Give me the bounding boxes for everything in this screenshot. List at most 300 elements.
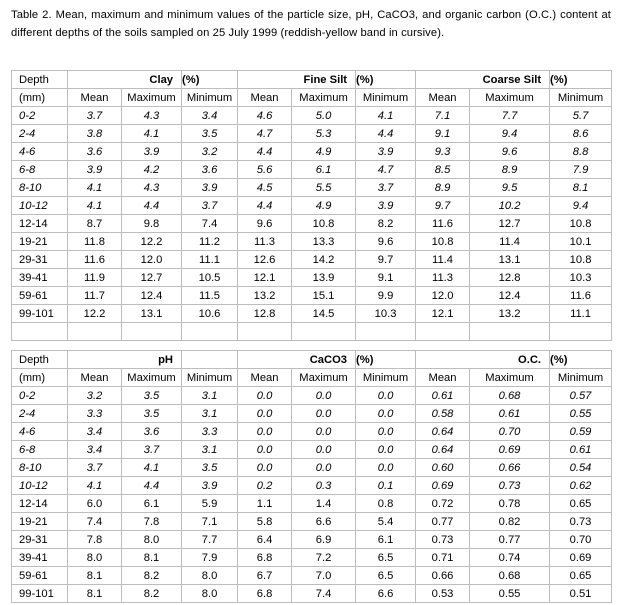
value-cell: 6.1 [122,495,182,513]
value-cell: 0.64 [416,441,470,459]
value-cell: 3.9 [356,197,416,215]
value-cell: 0.0 [356,405,416,423]
column-subheader: Minimum [550,369,612,387]
value-cell: 3.4 [68,441,122,459]
value-cell: 7.8 [68,531,122,549]
value-cell: 3.1 [182,387,238,405]
value-cell: 7.1 [182,513,238,531]
value-cell: 0.0 [292,459,356,477]
value-cell: 13.9 [292,269,356,287]
table-row [12,143,612,161]
value-cell: 0.0 [238,387,292,405]
table-caption: Table 2. Mean, maximum and minimum values of the particle size, pH, CaCO3, and organic carbon (O.C.) content at different depths of the soils sampled on 25 July 1999 (reddish-yellow band in cursive). [11,9,611,39]
depth-cell: 8-10 [12,179,68,197]
depth-cell: 12-14 [12,495,68,513]
group-header-unit: (%) [182,71,238,89]
column-subheader: Maximum [292,89,356,107]
depth-cell: 2-4 [12,405,68,423]
column-subheader: Mean [416,89,470,107]
value-cell: 4.5 [238,179,292,197]
value-cell: 9.9 [356,287,416,305]
value-cell: 8.1 [68,585,122,603]
value-cell: 3.5 [122,387,182,405]
column-subheader: Mean [416,369,470,387]
header-row [12,351,612,369]
empty-cell [416,323,470,341]
table-row [12,495,612,513]
depth-cell: 99-101 [12,305,68,323]
value-cell: 3.6 [122,423,182,441]
empty-cell [356,323,416,341]
table-row [12,405,612,423]
value-cell: 0.60 [416,459,470,477]
table-row [12,107,612,125]
value-cell: 3.4 [182,107,238,125]
table-row [12,215,612,233]
value-cell: 0.51 [550,585,612,603]
value-cell: 4.9 [292,197,356,215]
value-cell: 5.0 [292,107,356,125]
value-cell: 6.6 [292,513,356,531]
value-cell: 0.55 [550,405,612,423]
value-cell: 12.2 [68,305,122,323]
value-cell: 11.7 [68,287,122,305]
group-header-name: CaCO3 [238,351,356,369]
depth-header: Depth [12,351,68,369]
value-cell: 4.7 [356,161,416,179]
header-row [12,71,612,89]
value-cell: 1.1 [238,495,292,513]
value-cell: 0.66 [416,567,470,585]
column-subheader: Mean [238,369,292,387]
value-cell: 8.8 [550,143,612,161]
value-cell: 0.55 [470,585,550,603]
value-cell: 12.8 [238,305,292,323]
value-cell: 13.1 [470,251,550,269]
value-cell: 0.61 [416,387,470,405]
particle-size-table [11,70,612,341]
value-cell: 10.3 [356,305,416,323]
value-cell: 3.6 [68,143,122,161]
table-row [12,305,612,323]
value-cell: 0.73 [550,513,612,531]
value-cell: 3.3 [182,423,238,441]
column-subheader: Mean [238,89,292,107]
value-cell: 0.71 [416,549,470,567]
value-cell: 10.6 [182,305,238,323]
empty-cell [182,323,238,341]
value-cell: 9.6 [470,143,550,161]
value-cell: 6.5 [356,567,416,585]
value-cell: 11.2 [182,233,238,251]
value-cell: 10.8 [550,215,612,233]
empty-cell [238,323,292,341]
value-cell: 3.7 [356,179,416,197]
value-cell: 0.73 [416,531,470,549]
value-cell: 0.68 [470,387,550,405]
value-cell: 0.53 [416,585,470,603]
value-cell: 0.61 [550,441,612,459]
value-cell: 0.58 [416,405,470,423]
value-cell: 12.8 [470,269,550,287]
value-cell: 9.1 [356,269,416,287]
column-subheader: Maximum [122,369,182,387]
depth-cell: 6-8 [12,161,68,179]
value-cell: 10.8 [550,251,612,269]
value-cell: 5.9 [182,495,238,513]
value-cell: 8.9 [470,161,550,179]
value-cell: 7.4 [182,215,238,233]
value-cell: 10.3 [550,269,612,287]
empty-cell [292,323,356,341]
value-cell: 5.4 [356,513,416,531]
spacer-row [12,323,612,341]
value-cell: 3.7 [68,107,122,125]
depth-cell: 10-12 [12,197,68,215]
depth-cell: 29-31 [12,531,68,549]
value-cell: 13.3 [292,233,356,251]
value-cell: 12.0 [122,251,182,269]
value-cell: 0.0 [356,387,416,405]
value-cell: 0.70 [470,423,550,441]
value-cell: 3.7 [122,441,182,459]
value-cell: 0.74 [470,549,550,567]
table-row [12,549,612,567]
value-cell: 8.0 [68,549,122,567]
value-cell: 12.2 [122,233,182,251]
table-row [12,441,612,459]
group-header-name: Clay [68,71,182,89]
depth-cell: 29-31 [12,251,68,269]
value-cell: 0.70 [550,531,612,549]
value-cell: 7.0 [292,567,356,585]
value-cell: 4.4 [238,143,292,161]
depth-cell: 59-61 [12,567,68,585]
value-cell: 13.2 [470,305,550,323]
value-cell: 8.7 [68,215,122,233]
table-row [12,197,612,215]
value-cell: 7.8 [122,513,182,531]
value-cell: 3.6 [182,161,238,179]
value-cell: 4.1 [122,125,182,143]
column-subheader: Minimum [182,89,238,107]
table-row [12,287,612,305]
value-cell: 5.5 [292,179,356,197]
table-row [12,477,612,495]
value-cell: 9.6 [356,233,416,251]
value-cell: 12.7 [122,269,182,287]
value-cell: 0.59 [550,423,612,441]
empty-cell [68,323,122,341]
value-cell: 4.1 [122,459,182,477]
column-subheader: Minimum [356,89,416,107]
depth-unit: (mm) [12,369,68,387]
value-cell: 3.8 [68,125,122,143]
value-cell: 3.9 [182,477,238,495]
value-cell: 0.0 [292,405,356,423]
value-cell: 0.73 [470,477,550,495]
value-cell: 11.9 [68,269,122,287]
depth-cell: 19-21 [12,513,68,531]
value-cell: 8.2 [122,567,182,585]
value-cell: 0.0 [238,459,292,477]
table-row [12,161,612,179]
column-subheader: Mean [68,369,122,387]
value-cell: 13.2 [238,287,292,305]
depth-cell: 2-4 [12,125,68,143]
column-subheader: Minimum [182,369,238,387]
table-row [12,251,612,269]
group-header-unit: (%) [550,71,612,89]
group-header-name: Coarse Silt [416,71,550,89]
value-cell: 0.54 [550,459,612,477]
depth-cell: 8-10 [12,459,68,477]
value-cell: 0.0 [356,441,416,459]
value-cell: 6.4 [238,531,292,549]
column-subheader: Maximum [292,369,356,387]
value-cell: 4.4 [238,197,292,215]
depth-cell: 6-8 [12,441,68,459]
value-cell: 3.2 [68,387,122,405]
value-cell: 6.9 [292,531,356,549]
value-cell: 6.0 [68,495,122,513]
chemistry-table [11,350,612,603]
value-cell: 3.5 [182,125,238,143]
value-cell: 4.1 [68,179,122,197]
value-cell: 0.68 [470,567,550,585]
value-cell: 0.57 [550,387,612,405]
value-cell: 3.9 [356,143,416,161]
value-cell: 3.4 [68,423,122,441]
depth-cell: 12-14 [12,215,68,233]
value-cell: 9.1 [416,125,470,143]
depth-cell: 39-41 [12,549,68,567]
value-cell: 0.69 [470,441,550,459]
depth-cell: 19-21 [12,233,68,251]
value-cell: 0.0 [292,387,356,405]
value-cell: 11.1 [550,305,612,323]
value-cell: 0.77 [416,513,470,531]
value-cell: 3.1 [182,441,238,459]
depth-cell: 10-12 [12,477,68,495]
table-row [12,423,612,441]
value-cell: 3.9 [122,143,182,161]
value-cell: 12.4 [122,287,182,305]
table-row [12,179,612,197]
value-cell: 8.0 [182,585,238,603]
value-cell: 0.0 [292,423,356,441]
value-cell: 11.6 [550,287,612,305]
depth-cell: 99-101 [12,585,68,603]
value-cell: 9.3 [416,143,470,161]
value-cell: 0.78 [470,495,550,513]
group-header-unit: (%) [550,351,612,369]
value-cell: 4.1 [356,107,416,125]
value-cell: 3.2 [182,143,238,161]
value-cell: 12.6 [238,251,292,269]
table-row [12,269,612,287]
depth-cell: 59-61 [12,287,68,305]
value-cell: 8.1 [550,179,612,197]
depth-header: Depth [12,71,68,89]
group-header-unit: (%) [356,351,416,369]
value-cell: 4.4 [356,125,416,143]
value-cell: 4.4 [122,197,182,215]
value-cell: 11.8 [68,233,122,251]
value-cell: 8.0 [182,567,238,585]
value-cell: 10.5 [182,269,238,287]
value-cell: 0.0 [356,423,416,441]
value-cell: 11.4 [470,233,550,251]
column-subheader: Maximum [470,89,550,107]
table-row [12,585,612,603]
value-cell: 9.7 [416,197,470,215]
table-row [12,125,612,143]
depth-cell: 39-41 [12,269,68,287]
value-cell: 9.8 [122,215,182,233]
value-cell: 10.8 [292,215,356,233]
value-cell: 11.5 [182,287,238,305]
depth-cell: 0-2 [12,107,68,125]
depth-cell: 4-6 [12,143,68,161]
value-cell: 5.8 [238,513,292,531]
value-cell: 9.4 [470,125,550,143]
value-cell: 6.7 [238,567,292,585]
value-cell: 0.0 [238,441,292,459]
group-header-name: O.C. [416,351,550,369]
value-cell: 12.0 [416,287,470,305]
value-cell: 0.69 [416,477,470,495]
value-cell: 8.6 [550,125,612,143]
depth-unit: (mm) [12,89,68,107]
value-cell: 10.2 [470,197,550,215]
value-cell: 11.3 [238,233,292,251]
value-cell: 4.1 [68,197,122,215]
value-cell: 7.4 [68,513,122,531]
value-cell: 11.4 [416,251,470,269]
value-cell: 0.61 [470,405,550,423]
value-cell: 4.1 [68,477,122,495]
value-cell: 8.2 [356,215,416,233]
value-cell: 6.6 [356,585,416,603]
value-cell: 11.6 [416,215,470,233]
value-cell: 0.0 [238,423,292,441]
value-cell: 0.66 [470,459,550,477]
value-cell: 3.1 [182,405,238,423]
column-subheader: Mean [68,89,122,107]
empty-cell [470,323,550,341]
value-cell: 1.4 [292,495,356,513]
value-cell: 0.77 [470,531,550,549]
value-cell: 13.1 [122,305,182,323]
value-cell: 0.72 [416,495,470,513]
value-cell: 12.1 [416,305,470,323]
value-cell: 11.6 [68,251,122,269]
value-cell: 7.9 [550,161,612,179]
value-cell: 7.7 [182,531,238,549]
value-cell: 12.7 [470,215,550,233]
table-row [12,567,612,585]
value-cell: 3.5 [182,459,238,477]
value-cell: 0.3 [292,477,356,495]
value-cell: 4.6 [238,107,292,125]
value-cell: 7.9 [182,549,238,567]
value-cell: 8.0 [122,531,182,549]
value-cell: 0.65 [550,567,612,585]
subheader-row [12,369,612,387]
value-cell: 4.9 [292,143,356,161]
value-cell: 0.1 [356,477,416,495]
value-cell: 0.64 [416,423,470,441]
empty-cell [12,323,68,341]
table-row [12,531,612,549]
depth-cell: 4-6 [12,423,68,441]
value-cell: 8.5 [416,161,470,179]
value-cell: 5.3 [292,125,356,143]
value-cell: 0.62 [550,477,612,495]
value-cell: 0.82 [470,513,550,531]
column-subheader: Maximum [122,89,182,107]
value-cell: 6.1 [292,161,356,179]
value-cell: 11.1 [182,251,238,269]
value-cell: 3.7 [68,459,122,477]
value-cell: 0.69 [550,549,612,567]
value-cell: 5.6 [238,161,292,179]
value-cell: 4.4 [122,477,182,495]
value-cell: 10.8 [416,233,470,251]
empty-cell [550,323,612,341]
table-row [12,387,612,405]
value-cell: 8.9 [416,179,470,197]
value-cell: 12.1 [238,269,292,287]
value-cell: 5.7 [550,107,612,125]
value-cell: 7.2 [292,549,356,567]
value-cell: 12.4 [470,287,550,305]
value-cell: 10.1 [550,233,612,251]
subheader-row [12,89,612,107]
value-cell: 9.6 [238,215,292,233]
value-cell: 0.2 [238,477,292,495]
table-row [12,513,612,531]
value-cell: 0.0 [238,405,292,423]
value-cell: 6.1 [356,531,416,549]
value-cell: 9.7 [356,251,416,269]
value-cell: 4.7 [238,125,292,143]
value-cell: 8.1 [122,549,182,567]
table-row [12,459,612,477]
value-cell: 8.2 [122,585,182,603]
group-header-unit [182,351,238,369]
value-cell: 15.1 [292,287,356,305]
table-row [12,233,612,251]
value-cell: 7.7 [470,107,550,125]
value-cell: 3.3 [68,405,122,423]
value-cell: 3.9 [68,161,122,179]
value-cell: 4.3 [122,107,182,125]
value-cell: 4.3 [122,179,182,197]
value-cell: 6.5 [356,549,416,567]
value-cell: 7.1 [416,107,470,125]
value-cell: 3.5 [122,405,182,423]
value-cell: 3.9 [182,179,238,197]
depth-cell: 0-2 [12,387,68,405]
group-header-name: pH [68,351,182,369]
value-cell: 11.3 [416,269,470,287]
value-cell: 0.65 [550,495,612,513]
value-cell: 6.8 [238,585,292,603]
value-cell: 14.5 [292,305,356,323]
group-header-unit: (%) [356,71,416,89]
